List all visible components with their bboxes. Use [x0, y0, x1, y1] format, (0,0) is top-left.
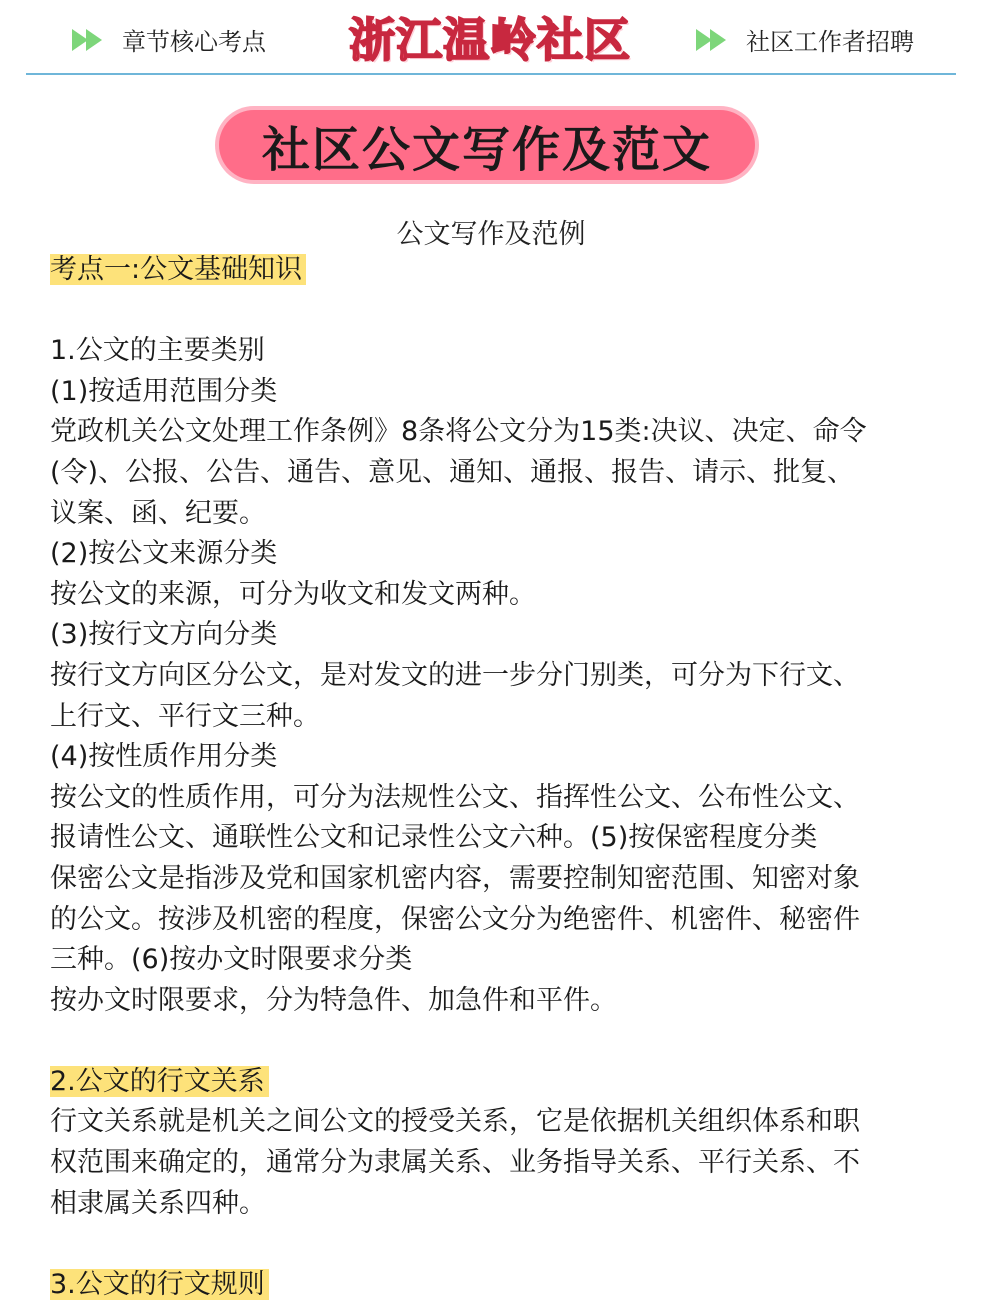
item-title: (4)按性质作用分类	[50, 741, 278, 773]
paragraph-line: 行文关系就是机关之间公文的授受关系，它是依据机关组织体系和职	[50, 1106, 860, 1138]
spacer	[50, 291, 930, 332]
item-title: (3)按行文方向分类	[50, 619, 278, 651]
article-body	[50, 250, 930, 1305]
header	[0, 0, 982, 76]
paragraph-line: 的公文。按涉及机密的程度，保密公文分为绝密件、机密件、秘密件	[50, 903, 860, 935]
paragraph-line: 按公文的性质作用，可分为法规性公文、指挥性公文、公布性公文、	[50, 781, 860, 813]
section-heading	[50, 1062, 930, 1103]
paragraph-line: 相隶属关系四种。	[50, 1187, 266, 1219]
paragraph-line: 按公文的来源，可分为收文和发文两种。	[50, 578, 536, 610]
nav-core-points-label: 章节核心考点	[122, 28, 266, 56]
paragraph-line: 三种。(6)按办文时限要求分类	[50, 944, 413, 976]
section-heading-text: 3.公文的行文规则	[50, 1269, 269, 1300]
section-heading	[50, 250, 930, 291]
page-title-banner: 社区公文写作及范文	[219, 110, 755, 180]
spacer	[50, 1021, 930, 1062]
site-title: 浙江温岭社区	[349, 13, 631, 67]
paragraph-line: 保密公文是指涉及党和国家机密内容，需要控制知密范围、知密对象	[50, 862, 860, 894]
double-arrow-icon	[696, 29, 730, 51]
section-heading-text: 2.公文的行文关系	[50, 1066, 269, 1097]
item-title: (1)按适用范围分类	[50, 375, 278, 407]
paragraph-line: 按办文时限要求，分为特急件、加急件和平件。	[50, 984, 617, 1016]
nav-recruitment-label: 社区工作者招聘	[746, 28, 914, 56]
section-heading-text: 考点一:公文基础知识	[50, 254, 306, 285]
paragraph-line: (令)、公报、公告、通告、意见、通知、通报、报告、请示、批复、	[50, 456, 855, 488]
section-heading	[50, 1265, 930, 1306]
page-subtitle: 公文写作及范例	[396, 219, 586, 250]
item-title: (2)按公文来源分类	[50, 538, 278, 570]
double-arrow-icon	[72, 29, 106, 51]
subsection-title: 1.公文的主要类别	[50, 335, 265, 367]
paragraph-line: 上行文、平行文三种。	[50, 700, 320, 732]
paragraph-line: 按行文方向区分公文，是对发文的进一步分门别类，可分为下行文、	[50, 659, 860, 691]
nav-core-points[interactable]	[72, 22, 266, 57]
header-divider	[26, 73, 956, 75]
nav-recruitment[interactable]	[696, 22, 914, 57]
paragraph-line: 权范围来确定的，通常分为隶属关系、业务指导关系、平行关系、不	[50, 1147, 860, 1179]
spacer	[50, 1224, 930, 1265]
paragraph-line: 报请性公文、通联性公文和记录性公文六种。(5)按保密程度分类	[50, 822, 818, 854]
paragraph-line: 议案、函、纪要。	[50, 497, 266, 529]
paragraph-line: 党政机关公文处理工作条例》8条将公文分为15类:决议、决定、命令	[50, 416, 867, 448]
